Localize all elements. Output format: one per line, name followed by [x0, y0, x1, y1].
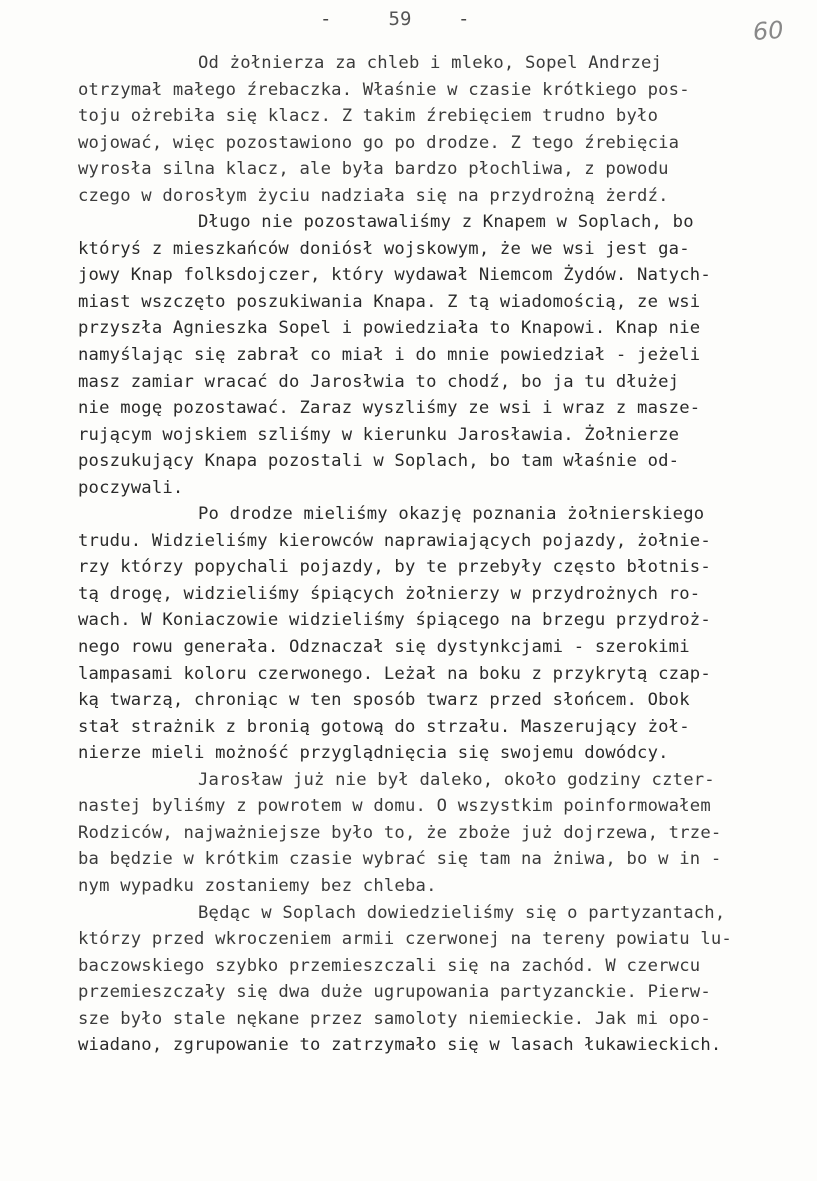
text-line: lampasami koloru czerwonego. Leżał na boku z przykrytą czap- [78, 663, 711, 684]
text-line: Po drodze mieliśmy okazję poznania żołnierskiego [198, 504, 705, 525]
text-line: nym wypadku zostaniemy bez chleba. [78, 875, 437, 896]
text-line: stał strażnik z bronią gotową do strzału. Maszerujący żoł- [78, 716, 690, 737]
text-line: wiadano, zgrupowanie to zatrzymało się w lasach łukawieckich. [78, 1035, 722, 1056]
header-dash-left: - [320, 8, 332, 30]
text-line: masz zamiar wracać do Jarosłwia to chodź, bo ja tu dłużej [78, 371, 680, 392]
archive-page-number: 60 [752, 15, 785, 46]
text-line: sze było stale nękane przez samoloty niemieckie. Jak mi opo- [78, 1008, 711, 1029]
text-line: tą drogę, widzieliśmy śpiących żołnierzy w przydrożnych ro- [78, 583, 701, 604]
text-line: miast wszczęto poszukiwania Knapa. Z tą wiadomością, ze wsi [78, 291, 701, 312]
text-line: nierze mieli możność przyglądnięcia się swojemu dowódcy. [78, 743, 669, 764]
text-line: nastej byliśmy z powrotem w domu. O wszystkim poinformowałem [78, 796, 711, 817]
text-line: jowy Knap folksdojczer, który wydawał Niemcom Żydów. Natych- [78, 265, 711, 286]
text-line: Będąc w Soplach dowiedzieliśmy się o partyzantach, [198, 902, 726, 923]
text-line: ką twarzą, chroniąc w ten sposób twarz przed słońcem. Obok [78, 690, 690, 711]
text-line: namyślając się zabrał co miał i do mnie powiedział - jeżeli [78, 345, 701, 366]
text-line: Od żołnierza za chleb i mleko, Sopel Andrzej [198, 53, 663, 73]
text-line: poszukujący Knapa pozostali w Soplach, bo tam właśnie od- [78, 451, 680, 472]
text-line: baczowskiego szybko przemieszczali się na zachód. W czerwcu [78, 955, 701, 976]
text-line: wach. W Koniaczowie widzieliśmy śpiącego na brzegu przydroż- [78, 610, 711, 631]
text-line: trudu. Widzieliśmy kierowców naprawiających pojazdy, żołnie- [78, 530, 711, 551]
text-line: Długo nie pozostawaliśmy z Knapem w Soplach, bo [198, 212, 694, 233]
text-line: Jarosław już nie był daleko, około godziny czter- [198, 769, 715, 790]
text-line: nie mogę pozostawać. Zaraz wyszliśmy ze wsi i wraz z masze- [78, 398, 701, 419]
text-line: czego w dorosłym życiu nadziała się na przydrożną żerdź. [78, 185, 669, 206]
text-line: Rodziców, najważniejsze było to, że zboże już dojrzewa, trze- [78, 822, 722, 843]
text-line: toju ożrebiła się klacz. Z takim źrebięciem trudno było [78, 106, 659, 127]
text-line: któryś z mieszkańców doniósł wojskowym, że we wsi jest ga- [78, 238, 690, 259]
text-line: ba będzie w krótkim czasie wybrać się tam na żniwa, bo w in - [78, 849, 722, 870]
header-dash-right: - [458, 8, 470, 30]
text-line: którzy przed wkroczeniem armii czerwonej na tereny powiatu lu- [78, 929, 732, 950]
typewritten-body [78, 50, 758, 1059]
text-line: otrzymał małego źrebaczka. Właśnie w czasie krótkiego pos- [78, 79, 690, 100]
text-line: przemieszczały się dwa duże ugrupowania partyzanckie. Pierw- [78, 982, 711, 1003]
page-number: 59 [388, 8, 412, 30]
text-line: nego rowu generała. Odznaczał się dystynkcjami - szerokimi [78, 637, 690, 658]
text-line: poczywali. [78, 477, 184, 498]
text-line: rującym wojskiem szliśmy w kierunku Jarosławia. Żołnierze [78, 424, 680, 445]
text-line: wojować, więc pozostawiono go po drodze. Z tego źrebięcia [78, 132, 680, 153]
text-line: wyrosła silna klacz, ale była bardzo płochliwa, z powodu [78, 159, 669, 180]
text-line: przyszła Agnieszka Sopel i powiedziała to Knapowi. Knap nie [78, 318, 701, 339]
text-line: rzy którzy popychali pojazdy, by te przebyły często błotnis- [78, 557, 711, 578]
